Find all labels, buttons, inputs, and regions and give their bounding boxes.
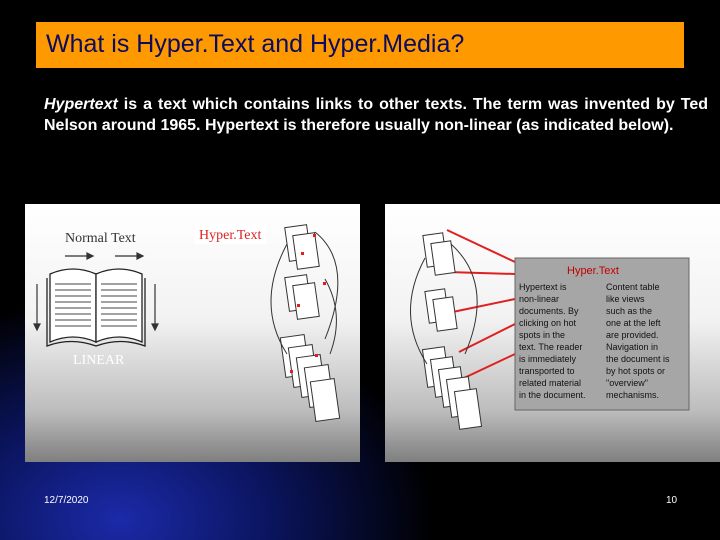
callout-col1-line: clicking on hot xyxy=(519,318,577,328)
callout-col2-line: one at the left xyxy=(606,318,661,328)
right-figure-illustration xyxy=(385,204,720,462)
callout-col1-line: in the document. xyxy=(519,390,586,400)
linked-documents-diagram xyxy=(410,233,481,430)
callout-col2-line: the document is xyxy=(606,354,670,364)
callout-col1-line: spots in the xyxy=(519,330,566,340)
callout-col1-line: Hypertext is xyxy=(519,282,567,292)
callout-col2-line: by hot spots or xyxy=(606,366,666,376)
callout-col1-line: non-linear xyxy=(519,294,560,304)
callout-col1-line: related material xyxy=(519,378,582,388)
hypertext-term: Hypertext xyxy=(44,96,118,113)
linear-label: LINEAR xyxy=(73,353,125,368)
normal-text-label: Normal Text xyxy=(65,231,136,246)
body-paragraph xyxy=(44,94,708,136)
callout-title: Hyper.Text xyxy=(567,265,619,277)
callout-col2-line: "overview" xyxy=(606,378,648,388)
callout-col1-line: is immediately xyxy=(519,354,577,364)
left-figure-illustration xyxy=(25,204,360,462)
callout-col1-line: transported to xyxy=(519,366,575,376)
right-figure-panel xyxy=(385,204,720,462)
callout-col2-line: such as the xyxy=(606,306,653,316)
callout-col1-line: text. The reader xyxy=(519,342,583,352)
page-number: 10 xyxy=(666,495,678,506)
left-figure-panel xyxy=(25,204,360,462)
callout-col2-line: Navigation in xyxy=(606,342,659,352)
title-bar xyxy=(36,22,684,68)
hypertext-label: Hyper.Text xyxy=(199,228,262,243)
callout-col2-line: like views xyxy=(606,294,645,304)
callout-col2-line: are provided. xyxy=(606,330,659,340)
callout-col1-line: documents. By xyxy=(519,306,579,316)
footer-date: 12/7/2020 xyxy=(44,495,89,506)
slide-title: What is Hyper.Text and Hyper.Media? xyxy=(46,30,465,58)
callout-col2-line: Content table xyxy=(606,282,660,292)
body-text: is a text which contains links to other texts. The term was invented by Ted Nelson around 1965. Hypertext is therefore usually non-linear (as indicated below). xyxy=(44,96,708,134)
linked-documents-diagram xyxy=(271,225,340,422)
callout-col2-line: mechanisms. xyxy=(606,390,660,400)
